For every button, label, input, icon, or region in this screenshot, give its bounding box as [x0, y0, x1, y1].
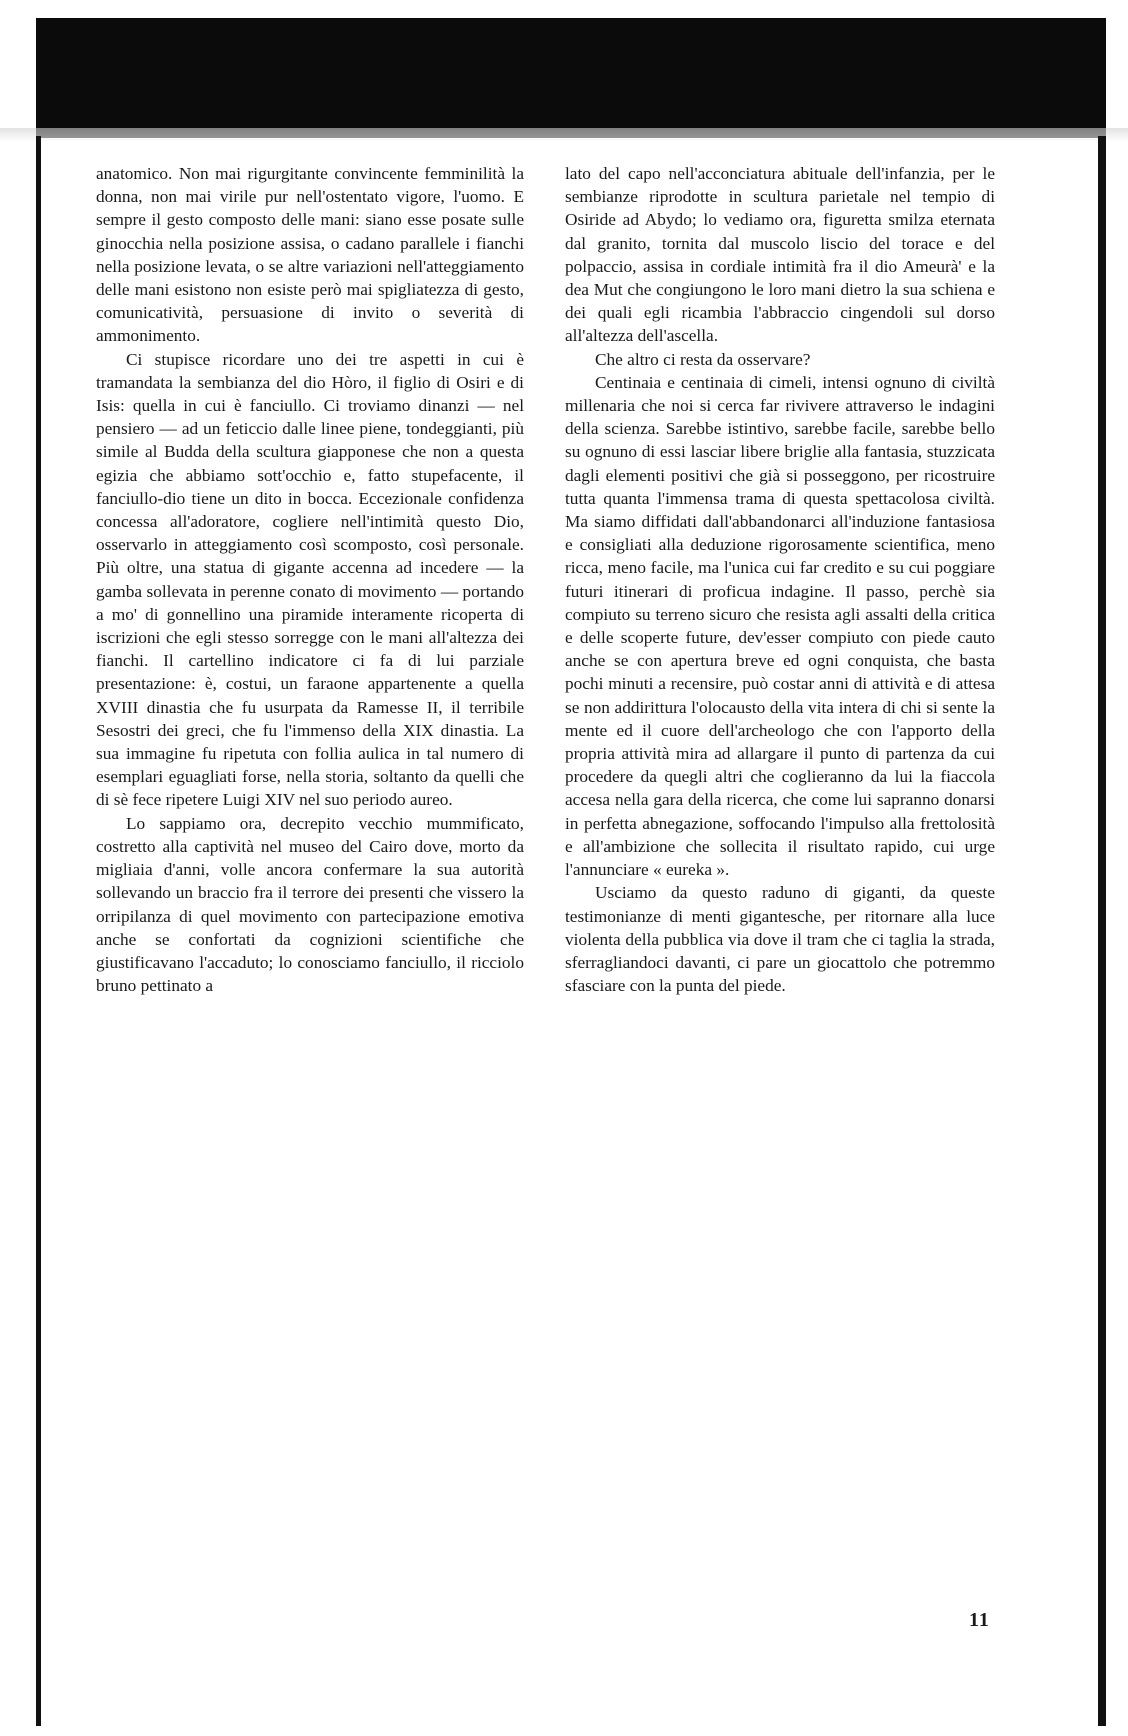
- left-text-column: [96, 162, 524, 997]
- scan-dark-band: [36, 18, 1106, 138]
- right-text-column: [565, 162, 995, 997]
- page-number: 11: [969, 1609, 990, 1631]
- page-left-border: [36, 136, 41, 1726]
- paragraph: Usciamo da questo raduno di giganti, da queste testimonianze di menti gigantesche, per ritornare alla luce violenta della pubblica via dove il tram che ci taglia la strada, sferragliandoci davanti, ci pare un giocattolo che potremmo sfasciare con la punta del piede.: [565, 883, 995, 996]
- paragraph: anatomico. Non mai rigurgitante convincente femminilità la donna, non mai virile pur nell'ostentato vigore, l'uomo. E sempre il gesto composto delle mani: siano esse posate sulle ginocchia nella posizione assisa, o cadano parallele i fianchi nella posizione levata, o se altre variazioni nell'atteggiamento delle mani esistono non esiste però mai spigliatezza di gesto, comunicatività, persuasione di invito o severità di ammonimento.: [96, 164, 524, 346]
- scan-edge-strip: [0, 128, 1128, 142]
- paragraph: Centinaia e centinaia di cimeli, intensi ognuno di civiltà millenaria che noi si cerca far rivivere attraverso le indagini della scienza. Sarebbe istintivo, sarebbe facile, sarebbe bello su ognuno di essi lasciar libere briglie alla fantasia, stuzzicata dagli elementi positivi che già si posseggono, per ricostruire tutta quanta l'immensa trama di questa spettacolosa civiltà. Ma siamo diffidati dall'abbandonarci all'induzione fantasiosa e consigliati alla deduzione rigorosamente scientifica, meno ricca, meno facile, ma l'unica cui far credito e su cui poggiare futuri itinerari di proficua indagine. Il passo, perchè sia compiuto su terreno sicuro che resista agli assalti della critica e delle scoperte future, dev'esser compiuto con piede cauto anche se con apertura breve ed ogni conquista, che basta pochi minuti a recensire, può costar anni di attività e di attesa se non addirittura l'olocausto della vita intera di chi si sente la mente ed il cuore dell'archeologo che con l'apporto della propria attività mira ad allargare il punto di partenza da cui procedere da quegli altri che coglieranno da lui la fiaccola accesa nella gara della ricerca, che come lui sapranno donarsi in perfetta abnegazione, soffocando l'impulso alla frettolosità e all'ambizione che sollecita il risultato rapido, cui urge l'annunciare « eureka ».: [565, 372, 995, 880]
- paragraph: Lo sappiamo ora, decrepito vecchio mummificato, costretto alla captività nel museo del Cairo dove, morto da migliaia d'anni, volle ancora confermare la sua autorità sollevando un braccio fra il terrore dei presenti che vissero la orripilanza di quel movimento con partecipazione emotiva anche se confortati da cognizioni scientifiche che giustificavano l'accaduto; lo conosciamo fanciullo, il ricciolo bruno pettinato a: [96, 813, 524, 996]
- paragraph: lato del capo nell'acconciatura abituale dell'infanzia, per le sembianze riprodotte in scultura parietale nel tempio di Osiride ad Abydo; lo vediamo ora, figuretta smilza eternata dal granito, tornita dal muscolo liscio del torace e del polpaccio, assisa in cordiale intimità fra il dio Ameurà' e la dea Mut che congiungono le loro mani dietro la sua schiena e dei quali egli ricambia l'abbraccio cingendoli sul dorso all'altezza dell'ascella.: [565, 164, 995, 346]
- page-right-border: [1098, 136, 1106, 1726]
- paragraph: Che altro ci resta da osservare?: [595, 349, 811, 369]
- paragraph: Ci stupisce ricordare uno dei tre aspetti in cui è tramandata la sembianza del dio Hòro, il figlio di Osiri e di Isis: quella in cui è fanciullo. Ci troviamo dinanzi — nel pensiero — ad un feticcio dalle linee piene, tondeggianti, più simile al Budda della scultura giapponese che non a questa egizia che abbiamo sott'occhio e, fatto stupefacente, il fanciullo-dio tiene un dito in bocca. Eccezionale confidenza concessa all'adoratore, cogliere nell'intimità questo Dio, osservarlo in atteggiamento così scomposto, così personale. Più oltre, una statua di gigante accenna ad incedere — la gamba sollevata in perenne conato di movimento — portando a mo' di gonnellino una piramide interamente ricoperta di iscrizioni che egli stesso sorregge con le mani all'altezza dei fianchi. Il cartellino indicatore ci fa di lui parziale presentazione: è, costui, un faraone appartenente a quella XVIII dinastia che fu usurpata da Ramesse II, il terribile Sesostri dei greci, che fu l'immenso della XIX dinastia. La sua immagine fu ripetuta con follia aulica in tal numero di esemplari eguagliati forse, nella storia, soltanto da quelli che di sè fece ripetere Luigi XIV nel suo periodo aureo.: [96, 349, 524, 810]
